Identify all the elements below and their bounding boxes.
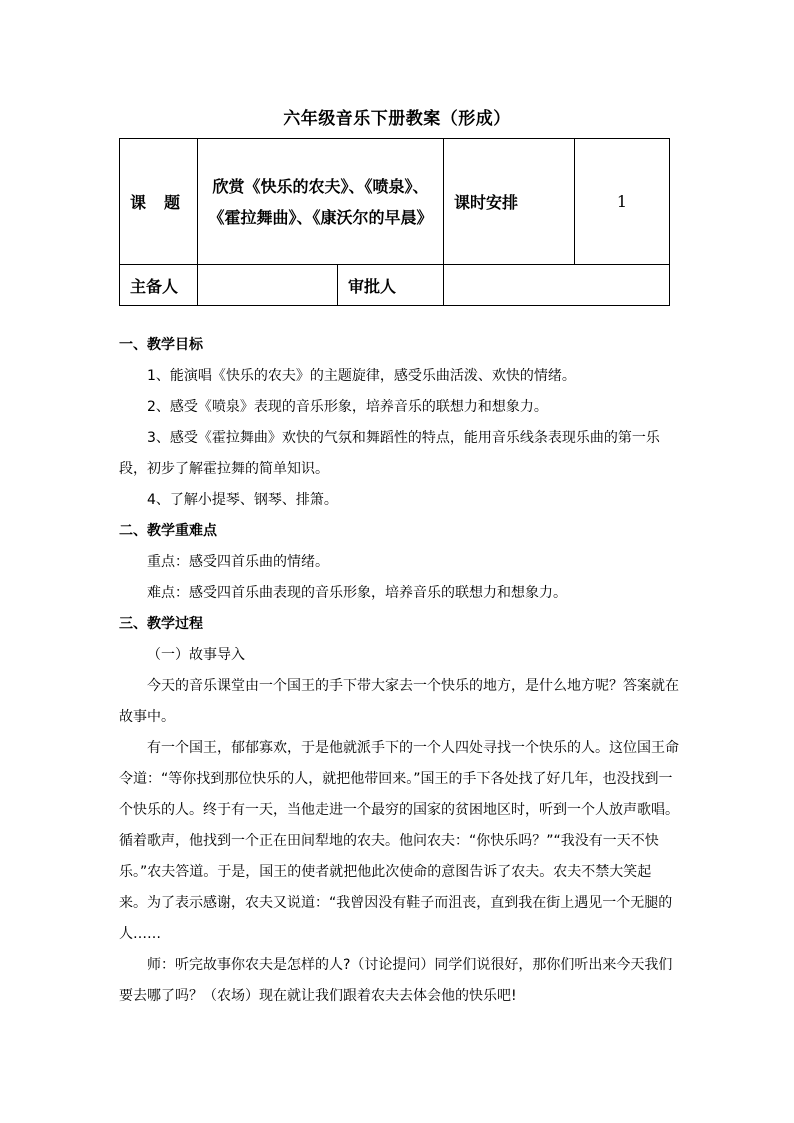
- approver-value: [444, 265, 670, 306]
- page-title: 六年级音乐下册教案（形成）: [283, 109, 511, 129]
- key-point: 重点：感受四首乐曲的情绪。: [147, 554, 329, 570]
- preparer-label: 主备人: [120, 265, 198, 306]
- table-row: [120, 139, 670, 265]
- paragraph: 师：听完故事你农夫是怎样的人?（讨论提问）同学们说很好，那你们听出来今天我们要去哪了吗？（农场）现在就让我们跟着农夫去体会他的快乐吧!: [119, 957, 673, 1004]
- lesson-info-table: [119, 138, 670, 306]
- table-row: [120, 265, 670, 306]
- list-item: 2、感受《喷泉》表现的音乐形象，培养音乐的联想力和想象力。: [147, 399, 548, 415]
- topic-label: 课题: [120, 139, 198, 265]
- lesson-content: [119, 330, 679, 1012]
- section-heading: 三、教学过程: [119, 616, 203, 632]
- section-heading: 二、教学重难点: [119, 523, 217, 539]
- difficult-point: 难点：感受四首乐曲表现的音乐形象，培养音乐的联想力和想象力。: [147, 585, 567, 601]
- approver-label: 审批人: [338, 265, 444, 306]
- preparer-value: [198, 265, 338, 306]
- section-heading: 一、教学目标: [119, 337, 203, 353]
- list-item: 4、了解小提琴、钢琴、排箫。: [147, 492, 338, 508]
- paragraph: 今天的音乐课堂由一个国王的手下带大家去一个快乐的地方，是什么地方呢？答案就在故事中。: [119, 678, 679, 725]
- lesson-label: 课时安排: [444, 139, 575, 265]
- lesson-value: 1: [575, 139, 670, 265]
- list-item: 1、能演唱《快乐的农夫》的主题旋律，感受乐曲活泼、欢快的情绪。: [147, 368, 576, 384]
- list-item: 3、感受《霍拉舞曲》欢快的气氛和舞蹈性的特点，能用音乐线条表现乐曲的第一乐段，初步了解霍拉舞的简单知识。: [119, 430, 660, 477]
- sub-heading: （一）故事导入: [147, 647, 245, 663]
- topic-value: 欣赏《快乐的农夫》、《喷泉》、《霍拉舞曲》、《康沃尔的早晨》: [198, 139, 444, 265]
- paragraph: 有一个国王，郁郁寡欢，于是他就派手下的一个人四处寻找一个快乐的人。这位国王命令道：“等你找到那位快乐的人，就把他带回来。”国王的手下各处找了好几年，也没找到一个快乐的人。终于有一天，当他走进一个最穷的国家的贫困地区时，听到一个人放声歌唱。循着歌声，他找到一个正在田间犁地的农夫。他问农夫：“你快乐吗？”“我没有一天不快乐。”农夫答道。于是，国王的使者就把他此次使命的意图告诉了农夫。农夫不禁大笑起来。为了表示感谢，农夫又说道：“我曾因没有鞋子而沮丧，直到我在街上遇见一个无腿的人……: [119, 740, 679, 942]
